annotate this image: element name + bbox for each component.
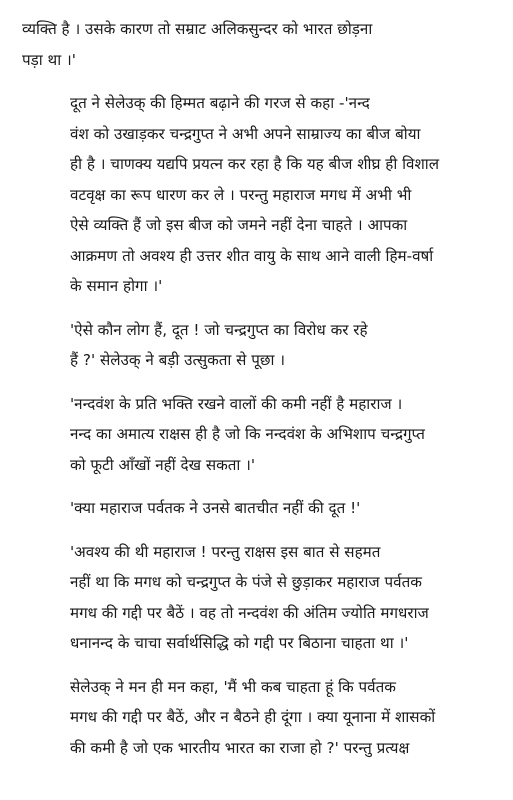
- text-line: 'क्या महाराज पर्वतक ने उनसे बातचीत नहीं की दूत !': [70, 499, 361, 517]
- text-line: मगध की गद्दी पर बैठें, और न बैठने ही दूंगा । क्या यूनाना में शासकों: [70, 708, 436, 726]
- text-line: के समान होगा ।': [70, 277, 163, 295]
- text-line: आक्रमण तो अवश्य ही उत्तर शीत वायु के साथ आने वाली हिम-वर्षा: [70, 246, 434, 265]
- text-line: को फूटी आँखों नहीं देख सकता ।': [70, 455, 256, 474]
- text-line: वटवृक्ष का रूप धारण कर ले । परन्तु महाराज मगध में अभी भी: [70, 185, 412, 204]
- text-line: ही है । चाणक्य यद्यपि प्रयत्न कर रहा है कि यह बीज शीघ्र ही विशाल: [70, 155, 440, 173]
- text-line: हैं ?' सेलेउक् ने बड़ी उत्सुकता से पूछा ।: [70, 351, 286, 369]
- text-line: वंश को उखाड़कर चन्द्रगुप्त ने अभी अपने साम्राज्य का बीज बोया: [70, 124, 421, 143]
- paragraph-5: [22, 493, 493, 524]
- text-line: 'अवश्य की थी महाराज ! परन्तु राक्षस इस बात से सहमत: [70, 542, 381, 561]
- text-line: 'ऐसे कौन लोग हैं, दूत ! जो चन्द्रगुप्त का विरोध कर रहे: [70, 320, 368, 339]
- text-line: नहीं था कि मगध को चन्द्रगुप्त के पंजे से छुड़ाकर महाराज पर्वतक: [70, 573, 422, 591]
- text-line: मगध की गद्दी पर बैठें । वह तो नन्दवंश की अंतिम ज्योति मगधराज: [70, 603, 429, 622]
- paragraph-6: [22, 537, 493, 659]
- text-line: की कमी है जो एक भारतीय भारत का राजा हो ?' परन्तु प्रत्यक्ष: [70, 738, 410, 757]
- text-line: सेलेउक् ने मन ही मन कहा, 'मैं भी कब चाहता हूं कि पर्वतक: [70, 677, 396, 696]
- text-line: दूत ने सेलेउक् की हिम्मत बढ़ाने की गरज से कहा -'नन्द: [70, 94, 370, 112]
- text-line: 'नन्दवंश के प्रति भक्ति रखने वालों की कमी नहीं है महाराज ।: [70, 394, 403, 413]
- text-line: ऐसे व्यक्ति हैं जो इस बीज को जमने नहीं देना चाहते । आपका: [70, 216, 408, 234]
- paragraph-1: [22, 14, 493, 75]
- text-line: पड़ा था ।': [22, 50, 76, 69]
- text-line: व्यक्ति है । उसके कारण तो सम्राट अलिकसुन्दर को भारत छोड़ना: [22, 20, 373, 38]
- paragraph-7: [22, 672, 493, 764]
- paragraph-3: [22, 315, 493, 376]
- text-line: धनानन्द के चाचा सर्वार्थसिद्धि को गद्दी पर बिठाना चाहता था ।': [70, 634, 409, 652]
- paragraph-4: [22, 389, 493, 481]
- paragraph-2: [22, 88, 493, 302]
- text-line: नन्द का अमात्य राक्षस ही है जो कि नन्दवंश के अभिशाप चन्द्रगुप्त: [70, 425, 425, 443]
